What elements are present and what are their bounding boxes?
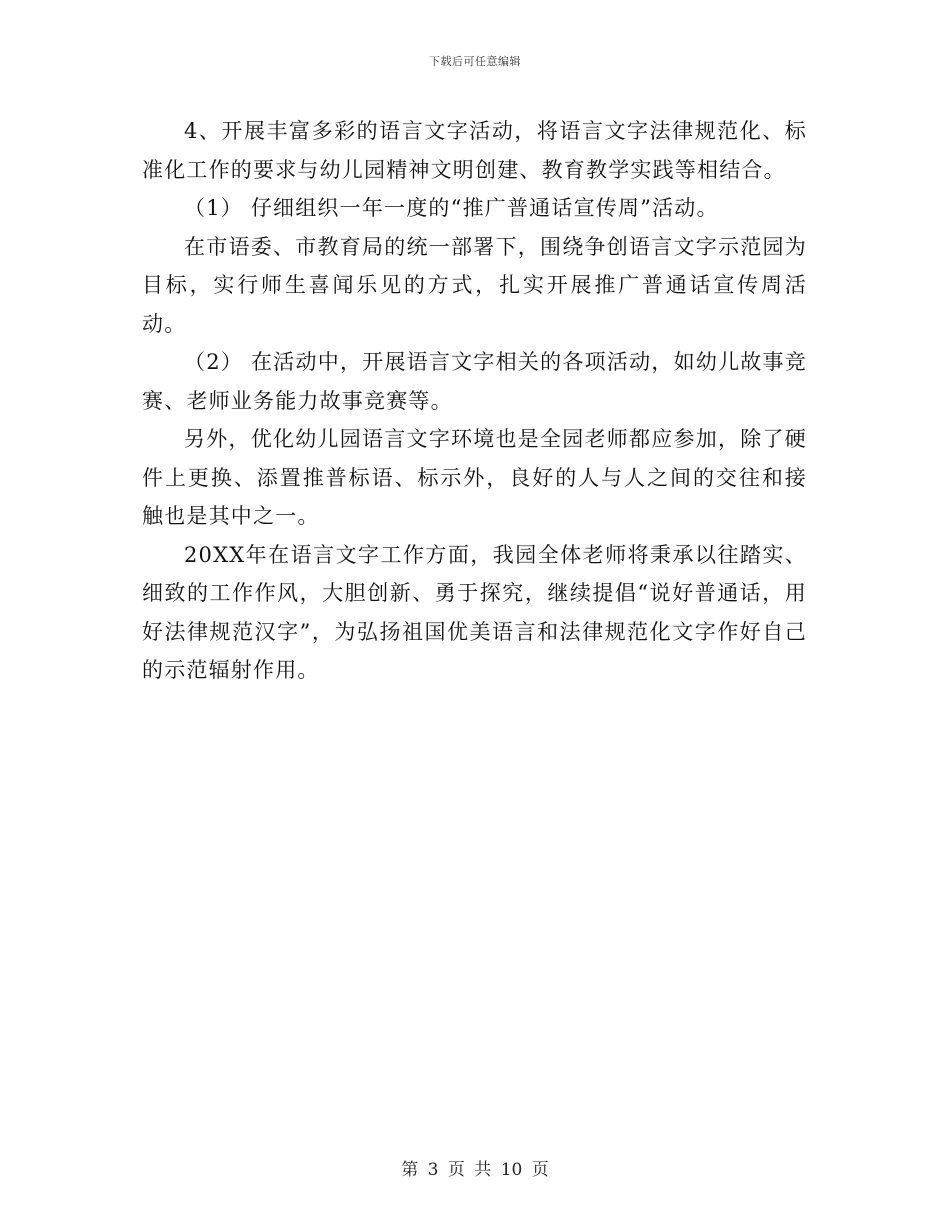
paragraph-plan: 20XX年在语言文字工作方面，我园全体老师将秉承以往踏实、细致的工作作风，大胆创新、勇于探究，继续提倡“说好普通话，用好法律规范汉字”，为弘扬祖国优美语言和法律规范化文字作好自己的示范辐射作用。 xyxy=(142,542,807,682)
page-number: 第 3 页 共 10 页 xyxy=(401,1160,549,1180)
paragraph-item-1: （1） 仔细组织一年一度的“推广普通话宣传周”活动。 xyxy=(184,196,719,220)
paragraph-propaganda-week: 在市语委、市教育局的统一部署下，围绕争创语言文字示范园为目标，实行师生喜闻乐见的方式，扎实开展推广普通话宣传周活动。 xyxy=(142,234,807,336)
paragraph-activities: 4、开展丰富多彩的语言文字活动，将语言文字法律规范化、标准化工作的要求与幼儿园精神文明创建、教育教学实践等相结合。 xyxy=(142,119,807,182)
paragraph-environment: 另外，优化幼儿园语言文字环境也是全园老师都应参加，除了硬件上更换、添置推普标语、标示外，良好的人与人之间的交往和接触也是其中之一。 xyxy=(142,427,807,528)
page-header: 下载后可任意编辑 xyxy=(429,55,521,68)
paragraph-item-2: （2） 在活动中，开展语言文字相关的各项活动，如幼儿故事竞赛、老师业务能力故事竞赛等。 xyxy=(142,350,807,413)
document-body xyxy=(142,112,807,690)
